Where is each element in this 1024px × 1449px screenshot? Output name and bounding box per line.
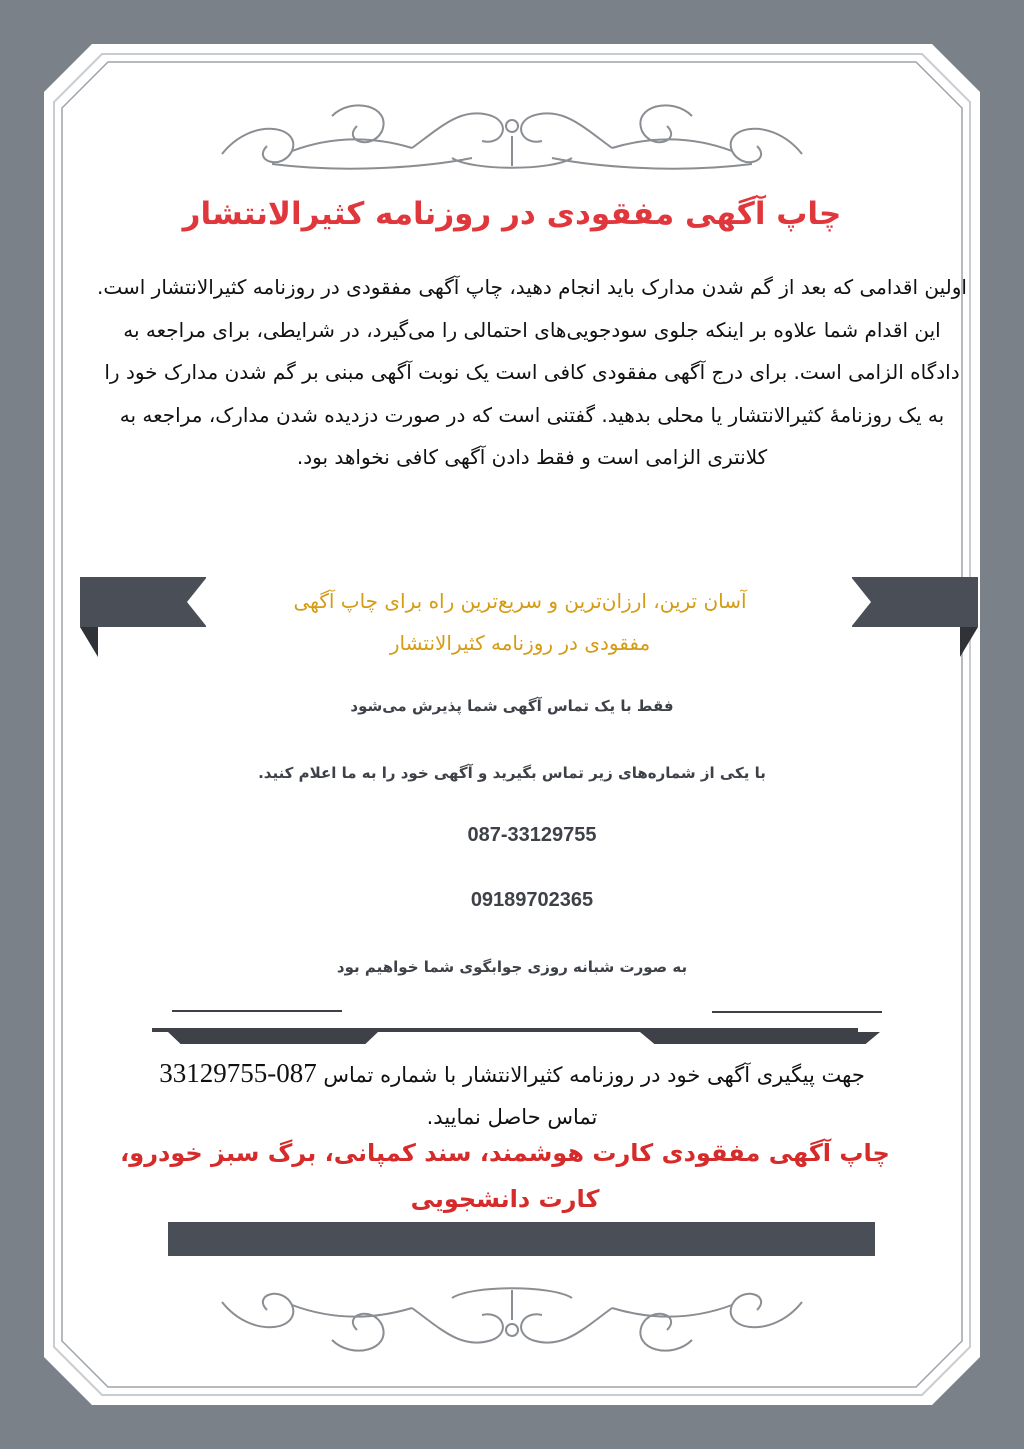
availability-text: به صورت شبانه روزی جوابگوی شما خواهیم بود [336, 958, 688, 976]
banner-headline [230, 580, 810, 664]
follow-up-text-after: تماس حاصل نمایید. [426, 1105, 598, 1129]
one-call-text: فقط با یک تماس آگهی شما پذیرش می‌شود [350, 697, 674, 715]
top-flourish-ornament [212, 96, 812, 176]
follow-up-text-before: جهت پیگیری آگهی خود در روزنامه کثیرالانتشار با شماره تماس [323, 1063, 865, 1087]
ribbon-right-fold [960, 627, 978, 657]
intro-paragraph: اولین اقدامی که بعد از گم شدن مدارک باید انجام دهید، چاپ آگهی مفقودی در روزنامه کثیرالانتشار است. این اقدام شما علاوه بر اینکه جلوی سودجویی‌های احتمالی را می‌گیرد، در شرایطی، برای مراجعه به دادگاه الزامی است. برای درج آگهی مفقودی کافی است یک نوبت آگهی مبنی بر گم شدن مدارک خود را به یک روزنامهٔ کثیرالانتشار یا محلی بدهید. گفتنی است که در صورت دزدیده شدن مدارک، مراجعه به کلانتری الزامی است و فقط دادن آگهی کافی نخواهد بود. [97, 275, 967, 469]
ribbon-right [852, 577, 978, 627]
contact-instruction: با یکی از شماره‌های زیر تماس بگیرید و آگهی خود را به ما اعلام کنید. [258, 764, 766, 782]
divider-short-left [172, 1010, 342, 1012]
ribbon-left-fold [80, 627, 98, 657]
page-title: چاپ آگهی مفقودی در روزنامه کثیرالانتشار [182, 196, 842, 232]
divider-tab-right [640, 1032, 880, 1044]
phone-number-1[interactable]: 087-33129755 [467, 824, 597, 846]
follow-up-phone[interactable]: 087-33129755 [159, 1058, 317, 1088]
divider-short-right [712, 1011, 882, 1013]
divider-long [152, 1028, 858, 1032]
footer-bar [168, 1222, 875, 1256]
follow-up-text [96, 1052, 928, 1138]
divider-tab-left [168, 1032, 378, 1044]
bottom-flourish-ornament [212, 1280, 812, 1360]
services-list: چاپ آگهی مفقودی کارت هوشمند، سند کمپانی، برگ سبز خودرو، کارت دانشجویی [120, 1139, 890, 1213]
banner-line-1: آسان ترین، ارزان‌ترین و سریع‌ترین راه برای چاپ آگهی [293, 589, 747, 613]
phone-number-2[interactable]: 09189702365 [470, 889, 594, 911]
ribbon-left [80, 577, 206, 627]
banner-line-2: مفقودی در روزنامه کثیرالانتشار [389, 631, 651, 655]
